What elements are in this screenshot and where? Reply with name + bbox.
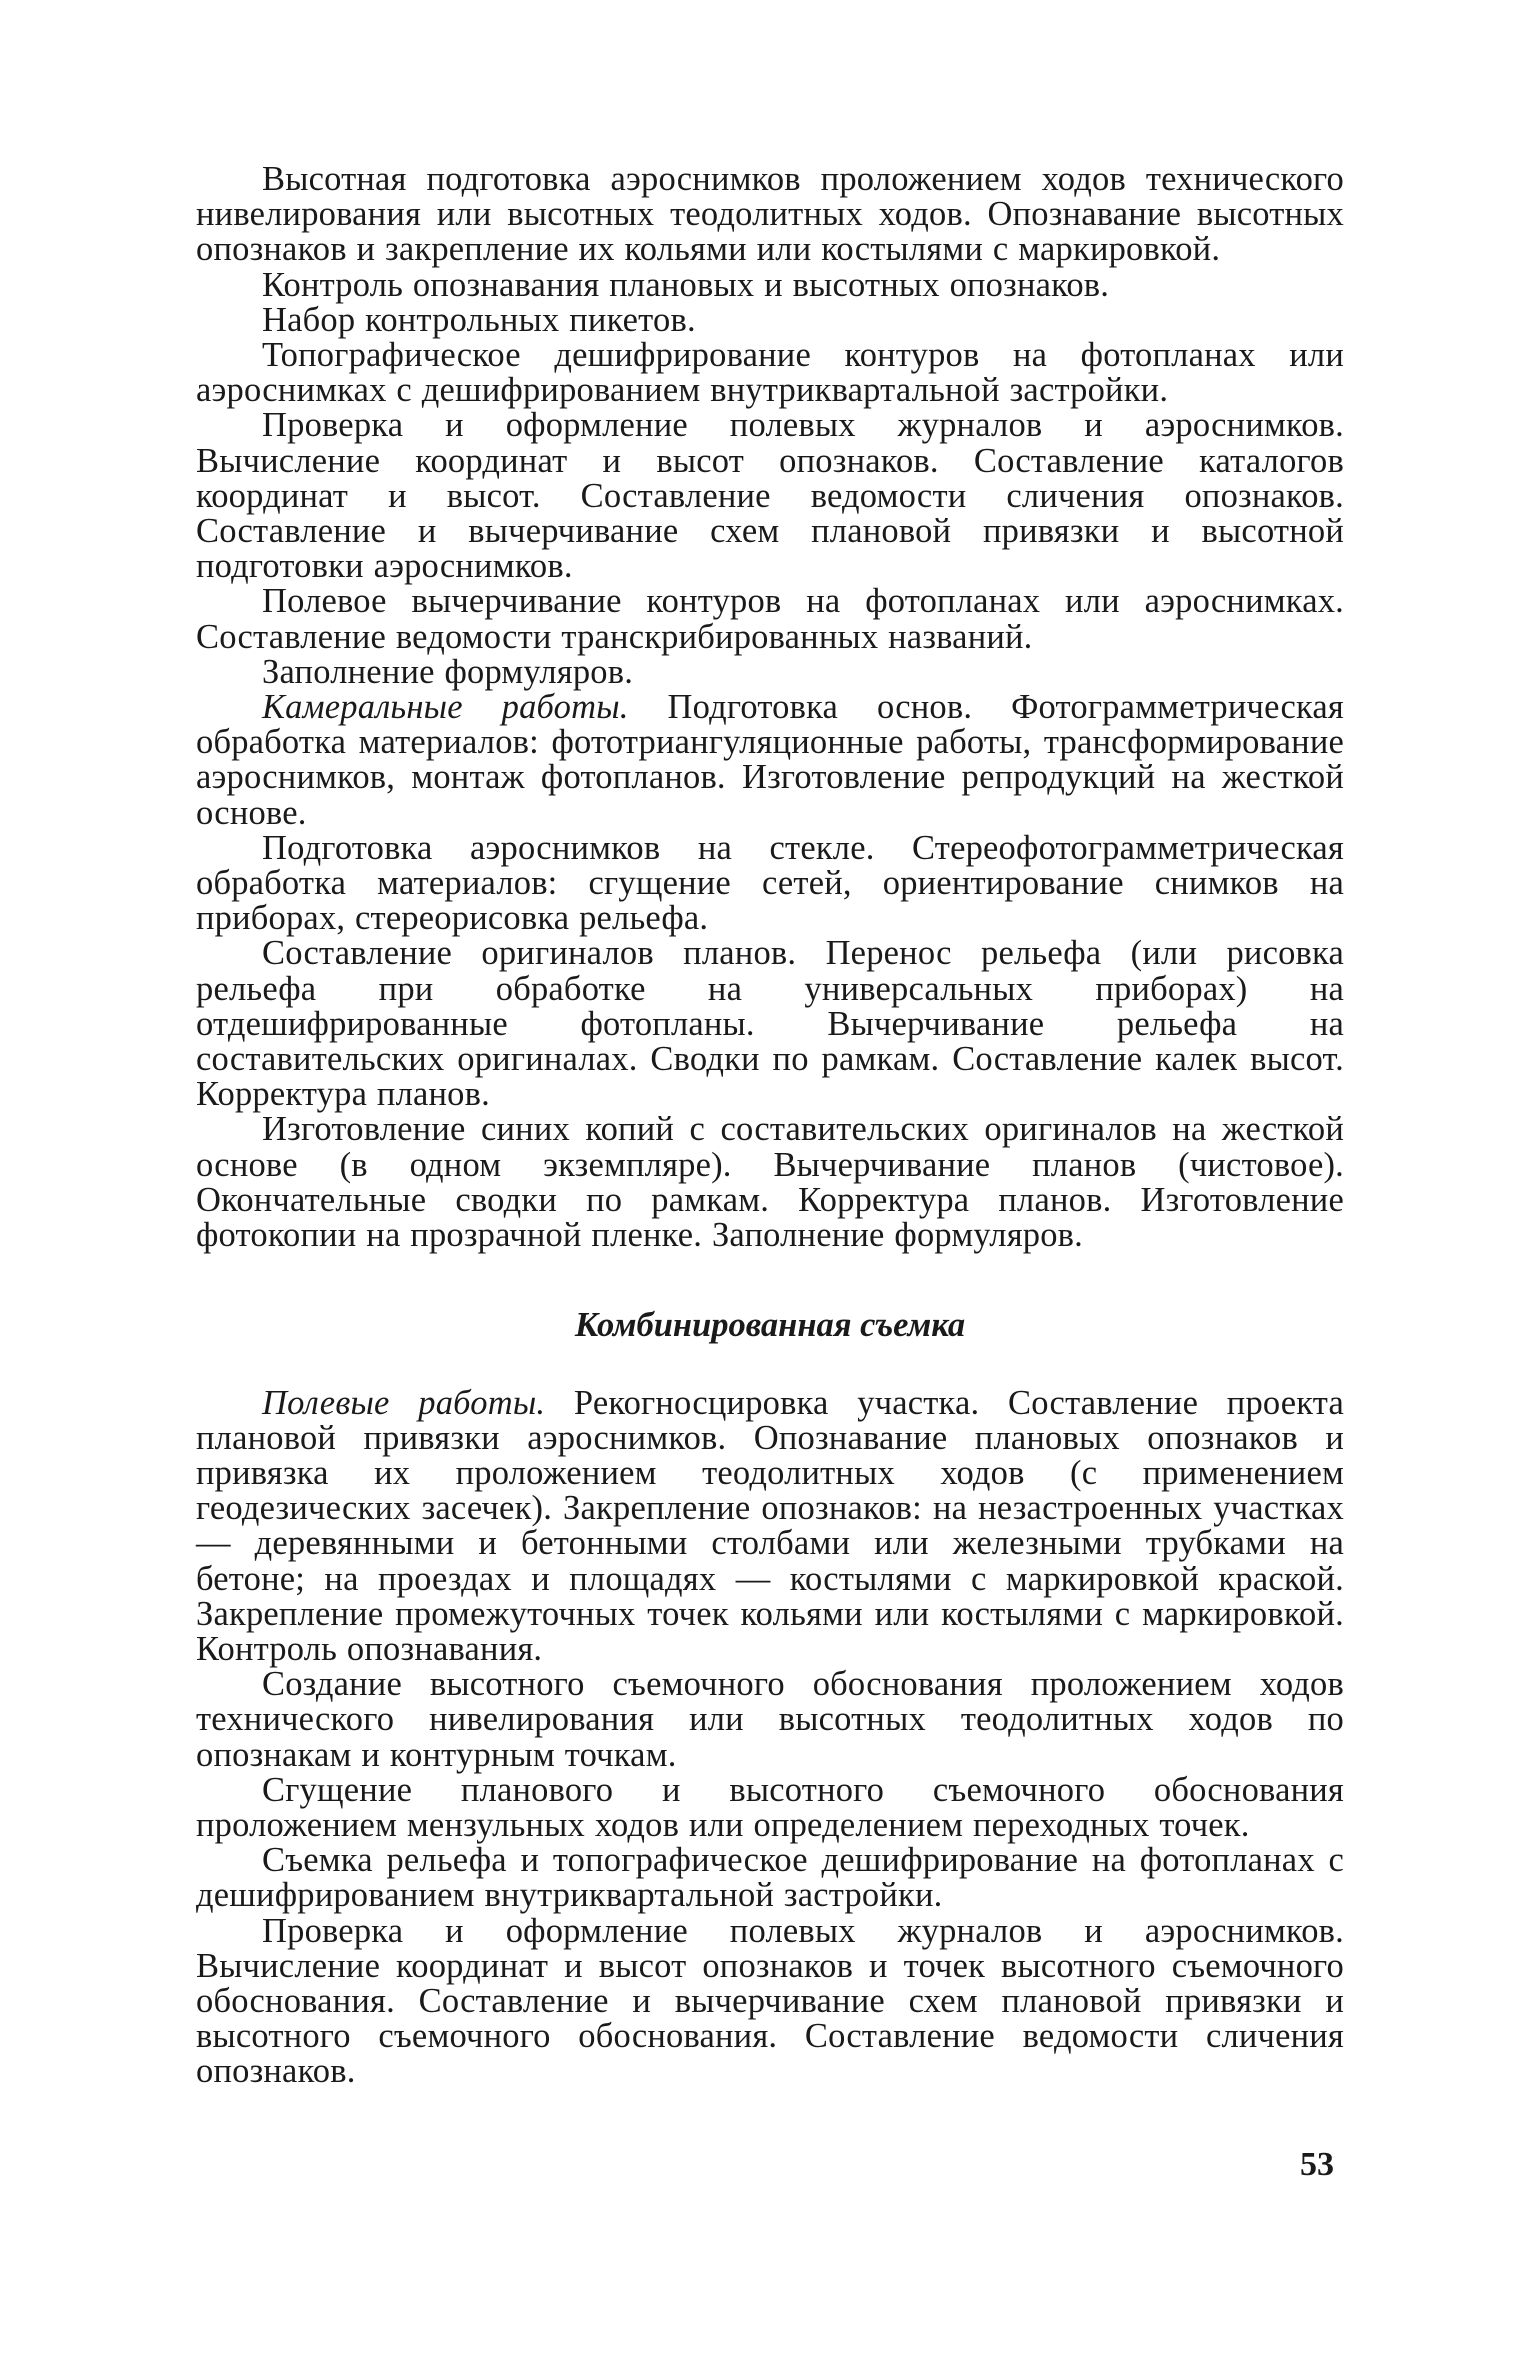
paragraph: Проверка и оформление полевых журналов и аэроснимков. Вычисление координат и высот опознаков. Составление каталогов координат и высот. Составление ведомости сличения опознаков. Составление и вычерчивание схем плановой привязки и высотной подготовки аэроснимков. [196,406,1344,586]
paragraph: Изготовление синих копий с составительских оригиналов на жесткой основе (в одном экземпляре). Вычерчивание планов (чистовое). Окончательные сводки по рамкам. Корректура планов. Изготовление фотокопии на прозрачной пленке. Заполнение формуляров. [196,1110,1344,1255]
paragraph: Съемка рельефа и топографическое дешифрирование на фотопланах с дешифрированием внутриквартальной застройки. [196,1841,1344,1915]
paragraph: Создание высотного съемочного обоснования проложением ходов технического нивелирования или высотных теодолитных ходов по опознакам и контурным точкам. [196,1665,1344,1774]
paragraph: Заполнение формуляров. [262,652,634,691]
paragraph: Контроль опознавания плановых и высотных опознаков. [262,265,1110,304]
paragraph: Камеральные работы. Подготовка основ. Фотограмметрическая обработка материалов: фототриангуляционные работы, трансформирование аэроснимков, монтаж фотопланов. Изготовление репродукций на жесткой основе. [196,688,1344,832]
page-body [196,162,1344,2090]
page-number: 53 [1300,2146,1334,2183]
paragraph-lead: Полевые работы. [262,1383,546,1422]
paragraph: Проверка и оформление полевых журналов и аэроснимков. Вычисление координат и высот опознаков и точек высотного съемочного обоснования. Составление и вычерчивание схем плановой привязки и высотного съемочного обоснования. Составление ведомости сличения опознаков. [196,1911,1344,2091]
paragraph: Набор контрольных пикетов. [262,300,696,339]
section-combined-survey [196,1383,1344,2091]
paragraph-lead: Камеральные работы. [262,688,629,727]
paragraph: Полевое вычерчивание контуров на фотопланах или аэроснимках. Составление ведомости транскрибированных названий. [196,582,1344,656]
paragraph: Топографическое дешифрирование контуров на фотопланах или аэроснимках с дешифрированием внутриквартальной застройки. [196,336,1344,410]
paragraph: Составление оригиналов планов. Перенос рельефа (или рисовка рельефа при обработке на универсальных приборах) на отдешифрированные фотопланы. Вычерчивание рельефа на составительских оригиналах. Сводки по рамкам. Составление калек высот. Корректура планов. [196,934,1344,1114]
paragraph: Сгущение планового и высотного съемочного обоснования проложением мензульных ходов или определением переходных точек. [196,1770,1344,1844]
section-aerial-continued [196,162,1344,1253]
paragraph: Полевые работы. Рекогносцировка участка. Составление проекта плановой привязки аэроснимков. Опознавание плановых опознаков и привязка их проложением теодолитных ходов (с применением геодезических засечек). Закрепление опознаков: на незастроенных участках — деревянными и бетонными столбами или железными трубками на бетоне; на проездах и площадях — костылями с маркировкой краской. Закрепление промежуточных точек кольями или костылями с маркировкой. Контроль опознавания. [196,1383,1344,1668]
paragraph: Высотная подготовка аэроснимков проложением ходов технического нивелирования или высотных теодолитных ходов. Опознавание высотных опознаков и закрепление их кольями или костылями с маркировкой. [196,160,1344,269]
section-heading: Комбинированная съемка [574,1306,966,1345]
paragraph: Подготовка аэроснимков на стекле. Стереофотограмметрическая обработка материалов: сгущение сетей, ориентирование снимков на приборах, стереорисовка рельефа. [196,828,1344,938]
